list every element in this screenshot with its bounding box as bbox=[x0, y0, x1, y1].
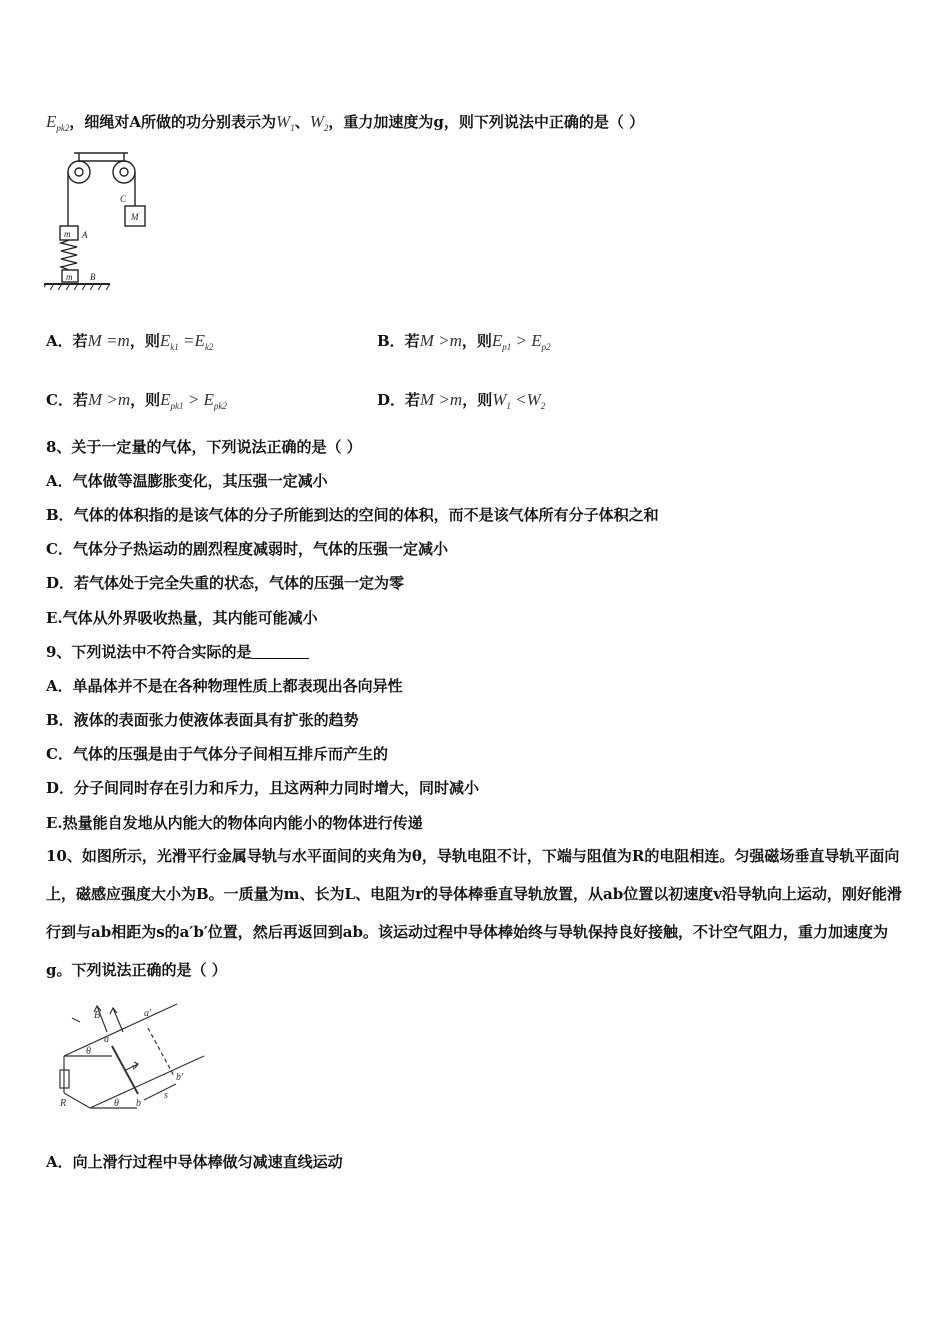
q7-fig-label-A: A bbox=[82, 230, 88, 240]
q10-fig-label-a: a bbox=[104, 1034, 109, 1045]
q7-fig-label-M: M bbox=[131, 212, 139, 222]
q9-option-d[interactable]: D．分子间同时存在引力和斥力，且这两种力同时增大，同时减小 bbox=[46, 779, 480, 797]
q10-fig-label-v: v bbox=[132, 1062, 137, 1073]
q10-fig-label-B: B bbox=[94, 1010, 101, 1021]
q9-option-c[interactable]: C．气体的压强是由于气体分子间相互排斥而产生的 bbox=[46, 745, 388, 763]
q7-option-a[interactable]: A．若M =m，则$E_{k1} =E_{k2}$ bbox=[46, 331, 214, 352]
q9-option-b[interactable]: B．液体的表面张力使液体表面具有扩张的趋势 bbox=[46, 711, 359, 729]
q10-fig-label-R: R bbox=[60, 1098, 67, 1109]
q8-stem: 8、关于一定量的气体，下列说法正确的是（ ） bbox=[46, 438, 362, 456]
q8-option-c[interactable]: C．气体分子热运动的剧烈程度减弱时，气体的压强一定减小 bbox=[46, 540, 448, 558]
q7-fig-label-m: m bbox=[64, 229, 71, 239]
q10-fig-label-a-prime: a' bbox=[144, 1008, 152, 1019]
q7-w2: $W_2$ bbox=[309, 112, 329, 133]
q9-option-e[interactable]: E.热量能自发地从内能大的物体向内能小的物体进行传递 bbox=[46, 814, 423, 832]
q7-stem bbox=[46, 112, 644, 138]
q8-option-d[interactable]: D．若气体处于完全失重的状态，气体的压强一定为零 bbox=[46, 574, 405, 592]
q8-option-b[interactable]: B．气体的体积指的是该气体的分子所能到达的空间的体积，而不是该气体所有分子体积之和 bbox=[46, 506, 659, 524]
q9-stem: 9、下列说法中不符合实际的是 bbox=[46, 642, 309, 662]
q7-stem-symbol: $E_{pk2}$ bbox=[46, 112, 70, 133]
q7-stem-text: ，细绳对A所做的功分别表示为 bbox=[69, 113, 277, 131]
q7-fig-label-m2: m bbox=[66, 272, 73, 282]
q10-fig-label-theta-bottom: θ bbox=[114, 1098, 119, 1109]
q7-fig-label-B: B bbox=[90, 272, 96, 282]
q10-stem: 10、如图所示，光滑平行金属导轨与水平面间的夹角为θ，导轨电阻不计，下端与阻值为R的电阻相连。匀强磁场垂直导轨平面向上，磁感应强度大小为B。一质量为m、长为L、电阻为r的导体棒垂直导轨放置，从ab位置以初速度v沿导轨向上运动，刚好能滑行到与ab相距为s的a′b′位置，然后再返回到ab。该运动过程中导体棒始终与导轨保持良好接触，不计空气阻力，重力加速度为g。下列说法正确的是（ ） bbox=[46, 847, 902, 979]
q10-fig-label-b: b bbox=[136, 1098, 141, 1109]
q9-option-a[interactable]: A．单晶体并不是在各种物理性质上都表现出各向异性 bbox=[46, 677, 403, 695]
q7-stem-tail: ，重力加速度为g，则下列说法中正确的是（ ） bbox=[328, 113, 645, 131]
q7-fig-label-C: C bbox=[120, 194, 127, 204]
q8-option-e[interactable]: E.气体从外界吸收热量，其内能可能减小 bbox=[46, 609, 318, 627]
q10-option-a[interactable]: A．向上滑行过程中导体棒做匀减速直线运动 bbox=[46, 1153, 343, 1171]
q10-fig-label-s: s bbox=[164, 1090, 168, 1101]
q10-fig-label-b-prime: b' bbox=[176, 1072, 184, 1083]
q9-answer-blank[interactable] bbox=[251, 644, 309, 659]
q7-option-d[interactable]: D．若M >m，则$W_1 <W_2$ bbox=[377, 390, 546, 411]
q8-option-a[interactable]: A．气体做等温膨胀变化，其压强一定减小 bbox=[46, 472, 328, 490]
q7-option-c[interactable]: C．若M >m，则$E_{pk1} > E_{pk2}$ bbox=[46, 390, 227, 411]
q7-pulley-figure bbox=[44, 150, 164, 300]
q7-w1: $W_1$ bbox=[276, 112, 295, 133]
q10-rails-figure bbox=[52, 998, 212, 1113]
q7-separator: 、 bbox=[294, 113, 310, 131]
q7-option-b[interactable]: B．若M >m，则$E_{p1} > E_{p2}$ bbox=[377, 331, 551, 352]
q10-fig-label-theta-top: θ bbox=[86, 1046, 91, 1057]
